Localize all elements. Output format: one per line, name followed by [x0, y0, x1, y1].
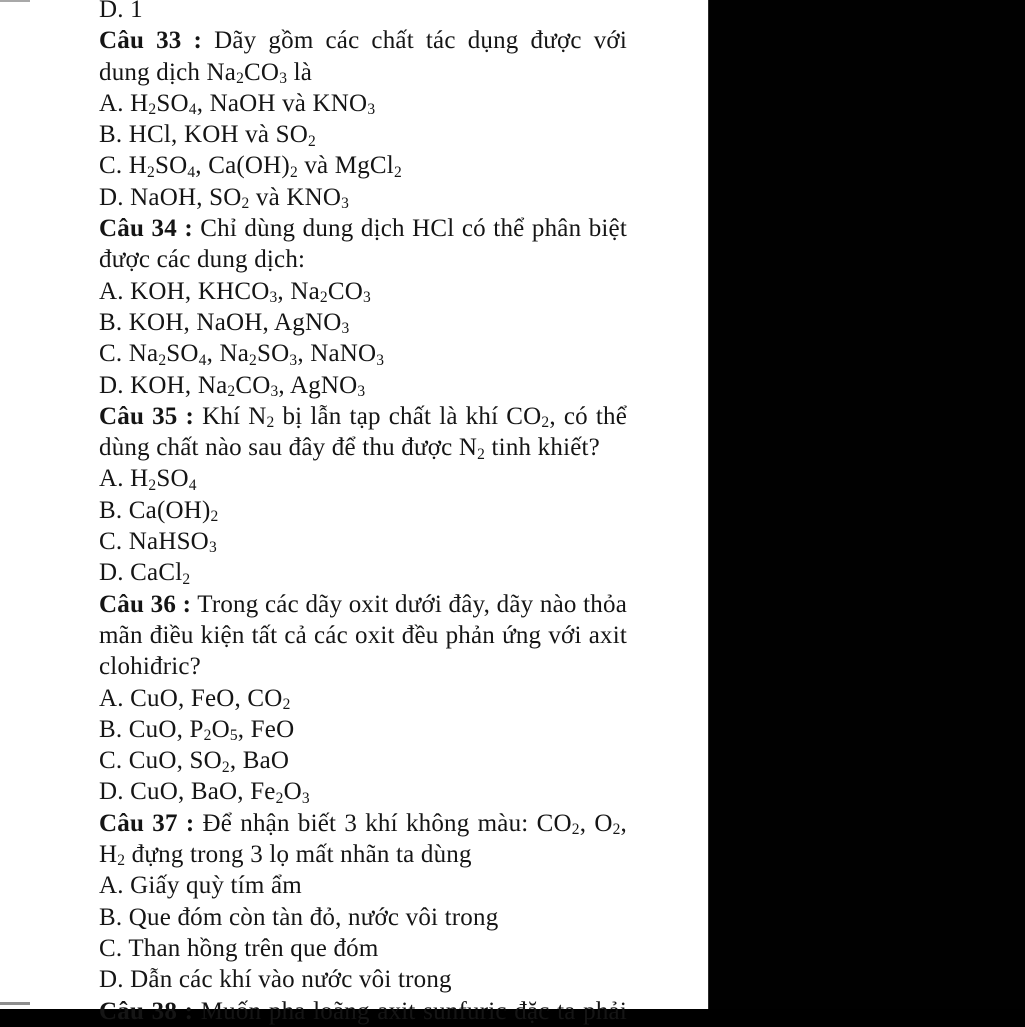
option-line: C. $Na_2SO_4$, $Na_2SO_3$, NaNO$_3$: [99, 340, 385, 369]
question-body-line: mãn điều kiện tất cả các oxit đều phản ứng với axit: [99, 621, 627, 649]
page-edge-mark-top: [0, 0, 30, 2]
question-first-line: [99, 25, 627, 56]
option-line: A. $H_2SO_4$: [99, 465, 197, 494]
question-first-line: [99, 808, 627, 839]
question-number-label: Câu 36 :: [99, 590, 192, 618]
question-number-label: Câu 33 :: [99, 27, 203, 55]
question-text: Dãy gồm các chất tác dụng được với: [214, 27, 628, 55]
option-line: B. Que đóm còn tàn đỏ, nước vôi trong: [99, 903, 499, 931]
clipped-question-first-line: [99, 996, 627, 1027]
leftover-option-line: D. 1: [99, 0, 143, 23]
text-column: [99, 0, 627, 1027]
option-line: C. Than hồng trên que đóm: [99, 934, 379, 962]
question-text: Để nhận biết 3 khí không màu: $CO_2$, $O_2$,: [202, 809, 627, 839]
right-black-panel: [708, 0, 1025, 1009]
option-line: A. $H_2SO_4$, NaOH và $KNO_3$: [99, 89, 376, 119]
option-line: C. CuO, $SO_2$, BaO: [99, 747, 290, 776]
question-number-label: Câu 35 :: [99, 402, 195, 430]
question-first-line: [99, 589, 627, 620]
question-number-label: Câu 34 :: [99, 215, 193, 243]
option-line: D. CuO, BaO, $Fe_2O_3$: [99, 778, 310, 807]
question-text: Khí $N_2$ bị lẫn tạp chất là khí $CO_2$, có thể: [202, 402, 628, 432]
option-line: B. CuO, $P_2O_5$, FeO: [99, 715, 295, 745]
option-line: A. KOH, $KHCO_3$, $Na_2CO_3$: [99, 277, 371, 307]
question-body-line: clohiđric?: [99, 653, 201, 681]
option-line: D. Dẫn các khí vào nước vôi trong: [99, 966, 452, 994]
option-line: C. NaHSO$_3$: [99, 528, 217, 557]
question-body-line: $H_2$ đựng trong 3 lọ mất nhãn ta dùng: [99, 841, 472, 870]
option-line: D. KOH, $Na_2CO_3$, AgNO$_3$: [99, 371, 366, 400]
question-body-line: dung dịch $Na_2CO_3$ là: [99, 58, 313, 87]
option-line: C. $H_2SO_4$, $Ca(OH)_2$ và MgCl$_2$: [99, 152, 402, 181]
option-line: B. $Ca(OH)_2$: [99, 496, 219, 526]
question-text: Muốn pha loãng axit sunfuric đặc ta phải: [200, 997, 627, 1025]
option-line: D. CaCl$_2$: [99, 559, 191, 588]
option-line: B. KOH, NaOH, AgNO$_3$: [99, 308, 350, 338]
question-text: Chỉ dùng dung dịch HCl có thể phân biệt: [200, 215, 627, 243]
option-line: A. Giấy quỳ tím ẩm: [99, 872, 302, 900]
option-line: A. CuO, FeO, $CO_2$: [99, 684, 291, 713]
question-number-label: Câu 38 :: [99, 997, 194, 1025]
option-line: B. HCl, KOH và $SO_2$: [99, 121, 316, 150]
question-first-line: [99, 401, 627, 432]
question-text: Trong các dãy oxit dưới đây, dãy nào thỏa: [197, 590, 627, 618]
option-line: D. NaOH, $SO_2$ và $KNO_3$: [99, 183, 350, 213]
question-first-line: [99, 213, 627, 244]
question-number-label: Câu 37 :: [99, 809, 195, 837]
question-body-line: dùng chất nào sau đây để thu được $N_2$ tinh khiết?: [99, 434, 600, 463]
question-body-line: được các dung dịch:: [99, 246, 306, 274]
page-edge-mark-bottom: [0, 1002, 30, 1005]
